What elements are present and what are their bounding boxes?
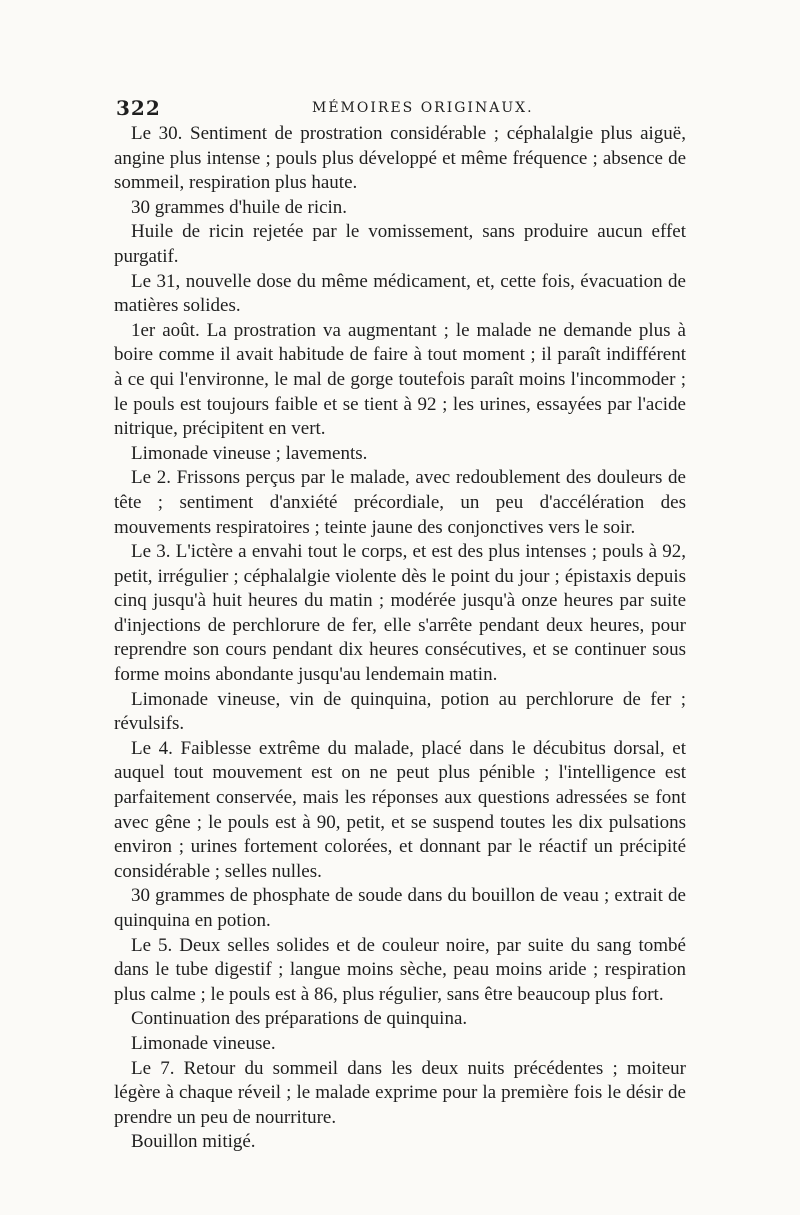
- running-title: MÉMOIRES ORIGINAUX.: [312, 100, 534, 116]
- paragraph: Le 31, nouvelle dose du même médicament, et, cette fois, évacuation de matières solides.: [114, 270, 686, 317]
- paragraph: Le 5. Deux selles solides et de couleur noire, par suite du sang tombé dans le tube digestif ; langue moins sèche, peau moins aride ; respiration plus calme ; le pouls est à 86, plus régulier, sans être beaucoup plus fort.: [114, 934, 686, 1005]
- paragraph: Limonade vineuse ; lavements.: [131, 442, 368, 464]
- paragraph: Bouillon mitigé.: [131, 1131, 256, 1153]
- paragraph: 30 grammes de phosphate de soude dans du bouillon de veau ; extrait de quinquina en potion.: [114, 885, 686, 931]
- paragraph: Le 4. Faiblesse extrême du malade, placé dans le décubitus dorsal, et auquel tout mouvement est on ne peut plus pénible ; l'intelligence est parfaitement conservée, mais les réponses aux questions adressées se font avec gêne ; le pouls est à 90, petit, et se suspend toutes les dix pulsations environ ; urines fortement colorées, et donnant par le réactif un précipité considérable ; selles nulles.: [114, 737, 686, 882]
- paragraph: Huile de ricin rejetée par le vomissement, sans produire aucun effet purgatif.: [114, 221, 686, 267]
- paragraph: Continuation des préparations de quinquina.: [131, 1008, 468, 1030]
- paragraph: Le 3. L'ictère a envahi tout le corps, et est des plus intenses ; pouls à 92, petit, irrégulier ; céphalalgie violente dès le point du jour ; épistaxis depuis cinq jusqu'à huit heures du matin ; modérée jusqu'à onze heures par suite d'injections de perchlorure de fer, elle s'arrête pendant deux heures, pour reprendre son cours pendant dix heures consécutives, et se continuer sous forme moins abondante jusqu'au lendemain matin.: [114, 541, 686, 686]
- paragraph: 1er août. La prostration va augmentant ; le malade ne demande plus à boire comme il avait habitude de faire à tout moment ; il paraît indifférent à ce qui l'environne, le mal de gorge toutefois paraît moins l'incommoder ; le pouls est toujours faible et se tient à 92 ; les urines, essayées par l'acide nitrique, précipitent en vert.: [114, 319, 686, 440]
- paragraph: Le 7. Retour du sommeil dans les deux nuits précédentes ; moiteur légère à chaque réveil ; le malade exprime pour la première fois le désir de prendre un peu de nourriture.: [114, 1057, 686, 1128]
- body-text: [114, 122, 686, 1155]
- page-number: 322: [116, 96, 161, 120]
- paragraph: Limonade vineuse, vin de quinquina, potion au perchlorure de fer ; révulsifs.: [114, 688, 686, 735]
- paragraph: Le 30. Sentiment de prostration considérable ; céphalalgie plus aiguë, angine plus intense ; pouls plus développé et même fréquence ; absence de sommeil, respiration plus haute.: [114, 123, 686, 194]
- paragraph: Limonade vineuse.: [131, 1032, 276, 1054]
- paragraph: 30 grammes d'huile de ricin.: [131, 196, 348, 218]
- paragraph: Le 2. Frissons perçus par le malade, avec redoublement des douleurs de tête ; sentiment d'anxiété précordiale, un peu d'accélération des mouvements respiratoires ; teinte jaune des conjonctives vers le soir.: [114, 467, 686, 538]
